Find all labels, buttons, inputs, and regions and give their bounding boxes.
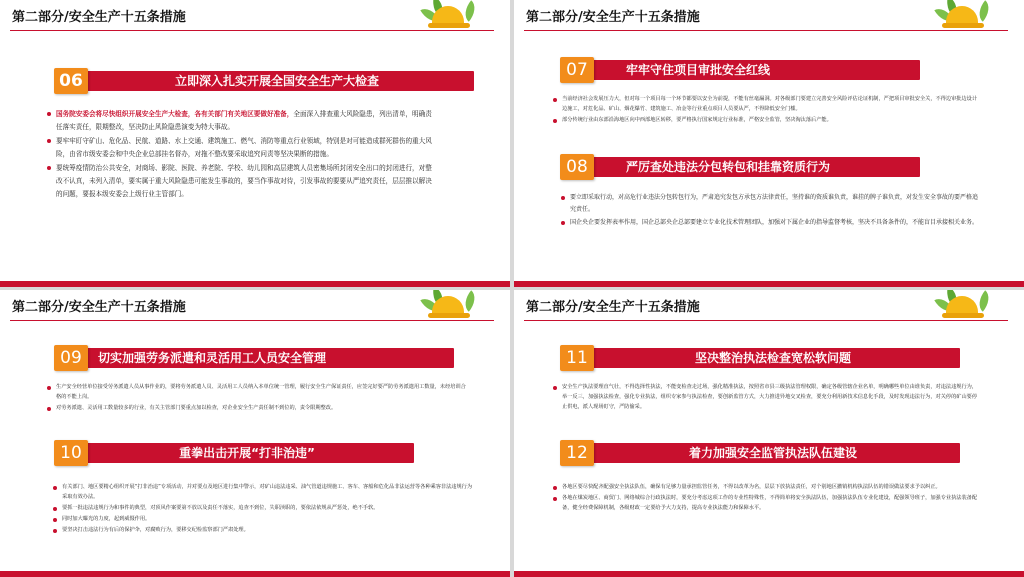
- bullet-list: [46, 108, 438, 202]
- section-header-08: [560, 154, 920, 180]
- list-item: 要统筹疫情防治公共安全，对商场、影院、医院、养老院、学校、幼儿园和高层建筑人员密集场所封闭安全出口的封闭进行，对整改不认真，未列入清单，要实属于重大风险隐患可能发生事故的，要当作事故对待，引发事故的要要从严追究责任，层层推以解决的问题，要报本级安委会上级行业主管部门。: [46, 162, 438, 201]
- hard-hat-icon: [422, 0, 476, 32]
- section-header-06: [54, 68, 474, 94]
- slide-3[interactable]: [0, 290, 510, 577]
- hard-hat-icon: [422, 290, 476, 322]
- section-label: 着力加强安全监管执法队伍建设: [688, 446, 857, 460]
- section-label: 牢牢守住项目审批安全红线: [626, 63, 771, 77]
- slide-4[interactable]: [514, 290, 1024, 577]
- list-item: 部分传统行业由东部沿海地区向中西部地区转移，要严格执行国家规定行业标准，严格安全监管，坚决淘汰落后产能。: [552, 115, 982, 125]
- bullet-list: [46, 382, 466, 414]
- slide-title: 第二部分/安全生产十五条措施: [526, 300, 700, 315]
- section-header-10: [54, 440, 414, 466]
- bullet-list: [552, 482, 982, 514]
- list-item: 各地区要尽快配齐配强安全执法队伍，确保有足够力量承担监管任务，不得以改革为名，层层下放执法责任，对个别地区撤销机构执法队伍的错误做法要求予以纠正。: [552, 482, 982, 492]
- bottom-band: [514, 281, 1024, 287]
- bullet-list: [560, 192, 980, 230]
- section-label: 坚决整治执法检查宽松软问题: [694, 351, 851, 365]
- section-header-07: [560, 57, 920, 83]
- section-number: 09: [54, 345, 88, 371]
- section-number: 08: [560, 154, 594, 180]
- slide-1[interactable]: [0, 0, 510, 287]
- section-label: 重拳出击开展“打非治违”: [179, 446, 315, 460]
- list-item: 要立即采取行动，对高危行业违法分包转包行为，严肃追究发包方承包方法律责任，坚持谁的资质谁负责，谁挂的牌子谁负责，对发生安全事故的要严格追究责任。: [560, 192, 980, 216]
- bullet-list: [552, 382, 982, 413]
- section-label: 立即深入扎实开展全国安全生产大检查: [174, 74, 379, 88]
- bottom-band: [0, 281, 510, 287]
- list-item: 国务院安委会将尽快组织开展安全生产大检查，各有关部门有关地区要做好准备，全面深入排查重大风险隐患，列出清单，明确责任落实责任，限期整改，坚决防止风险隐患演变为特大事故。: [46, 108, 438, 134]
- bullet-list: [52, 482, 472, 536]
- section-number: 10: [54, 440, 88, 466]
- hard-hat-icon: [936, 290, 990, 322]
- section-header-09: [54, 345, 454, 371]
- list-item: 有关部门、地区要精心组织开展“打非治违”专项活动，并对要点及地区进行集中警示，对矿山违法违采、油气管道违规施工、客车、客船和危化品非法运营等各种乘客非法违规行为采取有效办法。: [52, 482, 472, 502]
- section-header-12: [560, 440, 960, 466]
- list-item: 要牢牢盯守矿山、危化品、民航、道路、水上交通、建筑施工、燃气、消防等重点行业领域，特别是对可能造成群死群伤的重大风险，由省市级安委会和中央企业总部挂名督办，对拖不整改要采取追究问责等坚决果断的措施。: [46, 135, 438, 161]
- list-item: 要坚决打击违法行为有后的保护伞，对腐败行为，要移交纪检监察部门严肃处理。: [52, 525, 472, 535]
- section-label: 切实加强劳务派遣和灵活用工人员安全管理: [98, 351, 327, 365]
- list-item: 各地在煤炭地区、商贸门、网络城综合行政执法时，要充分考虑这项工作的专业性特殊性，不得简单将安全执法队伍，加强执法队伍专业化建设，配强领导班子，加强专业执法装备配备，健全经费保障机制，各级财政一定要给予大力支持，提高专业执法能力和保障水平。: [552, 493, 982, 513]
- list-item: 安全生产执法要理直气壮，不得选择性执法，不能变检查走过场，强化精准执法，按照省市县三级执法管理权限，确定各级管辖企业名单，明确哪些单位由谁负责，对违法违规行为，举一反三，加强执法检查，强化专业执法，组织专家参与执法检查，要创新监管方式，大力推进异地交叉检查，要充分利用新技术信息化手段，及时发现违法行为，对关停的矿山要停止供电，派人现场盯守，严防偷采。: [552, 382, 982, 412]
- list-item: 当前经济社会发展压力大，但对每一个项目每一个环节都要以安全为前提，不能有丝毫漏洞。对各级部门要建立完善安全风险评估论证机制，严把项目审批安全关，不得边审批边设计边施工，对危化品、矿山、烟花爆竹、建筑施工、冶金等行业重点项目人员要从严，不得降低安全门槛。: [552, 94, 982, 114]
- slide-title: 第二部分/安全生产十五条措施: [526, 10, 700, 25]
- list-item: 对劳务派遣、灵活用工数量较多的行业，有关主管部门要重点加以检查，对企业安全生产责任制不到位的，责令限期整改。: [46, 403, 466, 413]
- section-number: 12: [560, 440, 594, 466]
- list-item: 要抓一批违法违规行为和事件的典型，对顶风作案要第不放以及责任不落实，追查不到位，失职渎职的，要依法依规从严惩处，绝不手软。: [52, 503, 472, 513]
- list-item: 生产安全经营单位接受劳务派遣人员从事作业的，要将劳务派遣人员、灵活用工人员纳入本单位统一管理，履行安全生产保证责任，应签完好要严防劳务派遣用工数量，未经培训合格的不能上岗。: [46, 382, 466, 402]
- section-header-11: [560, 345, 960, 371]
- section-number: 07: [560, 57, 594, 83]
- bullet-list: [552, 94, 982, 126]
- hard-hat-icon: [936, 0, 990, 32]
- slide-title: 第二部分/安全生产十五条措施: [12, 10, 186, 25]
- slide-2[interactable]: [514, 0, 1024, 287]
- section-number: 11: [560, 345, 594, 371]
- list-item: 同时加大曝光的力度，起到威慑作用。: [52, 514, 472, 524]
- slide-title: 第二部分/安全生产十五条措施: [12, 300, 186, 315]
- section-label: 严厉查处违法分包转包和挂靠资质行为: [626, 160, 831, 174]
- bottom-band: [514, 571, 1024, 577]
- list-item: 国企央企要发挥表率作用，国企总部央企总部要建立专业化技术管理团队，加强对下属企业的指导监督考核，坚决不具备条件的，不能盲目承接相关业务。: [560, 217, 980, 229]
- section-number: 06: [54, 68, 88, 94]
- bottom-band: [0, 571, 510, 577]
